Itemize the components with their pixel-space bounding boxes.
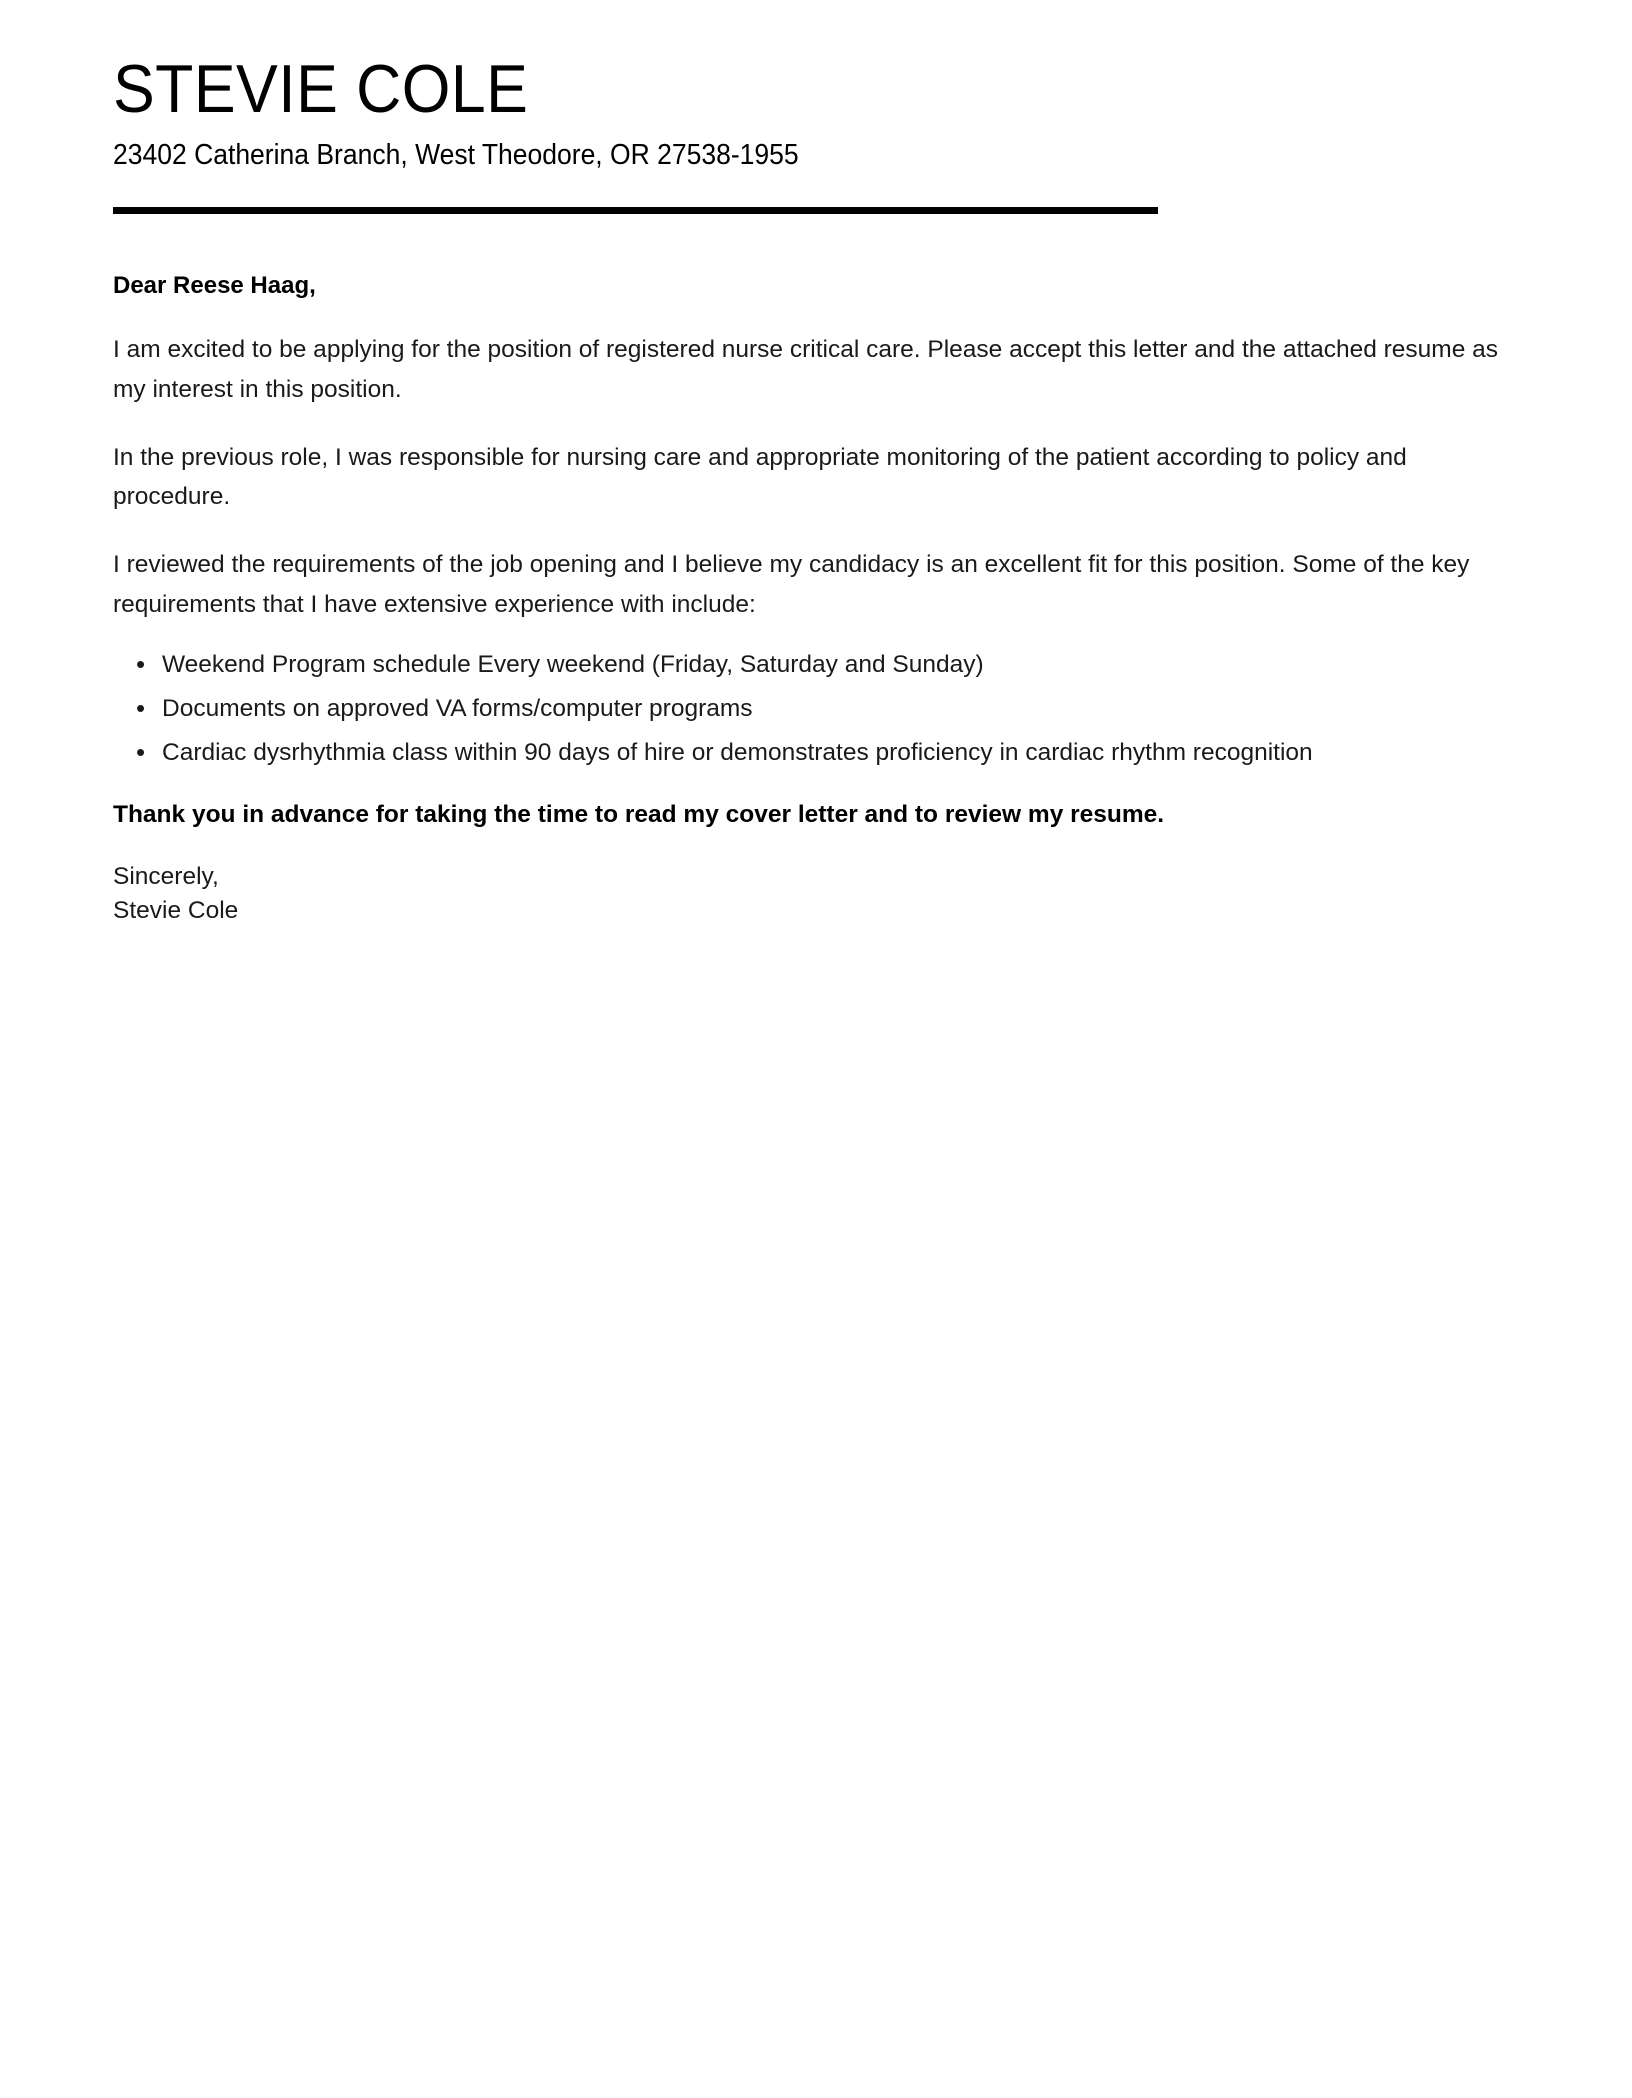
body-paragraph-3: I reviewed the requirements of the job opening and I believe my candidacy is an excellent fit for this position. Some of the key requirements that I have extensive experience with include: [113,550,1470,618]
letter-header [113,0,1519,214]
signoff-salutation: Sincerely, [113,863,219,891]
body-paragraph-2: In the previous role, I was responsible for nursing care and appropriate monitoring of the patient according to policy and procedure. [113,443,1407,511]
list-item: • Cardiac dysrhythmia class within 90 days of hire or demonstrates proficiency in cardiac rhythm recognition [162,738,1525,768]
requirements-list [113,650,1525,768]
list-item: • Documents on approved VA forms/computer programs [162,694,1525,724]
candidate-name: STEVIE COLE [113,51,529,127]
candidate-address: 23402 Catherina Branch, West Theodore, OR 27538-1955 [113,139,799,172]
signature-name: Stevie Cole [113,897,239,925]
header-divider-rule [113,207,1158,214]
salutation: Dear Reese Haag, [113,271,316,299]
closing-statement: Thank you in advance for taking the time to read my cover letter and to review my resume. [113,800,1165,828]
body-paragraph-1: I am excited to be applying for the position of registered nurse critical care. Please accept this letter and the attached resume as my interest in this position. [113,336,1499,403]
letter-content [113,0,1519,928]
list-item: • Weekend Program schedule Every weekend (Friday, Saturday and Sunday) [162,650,1525,680]
signature-block [113,860,1525,928]
letter-body [113,270,1525,928]
